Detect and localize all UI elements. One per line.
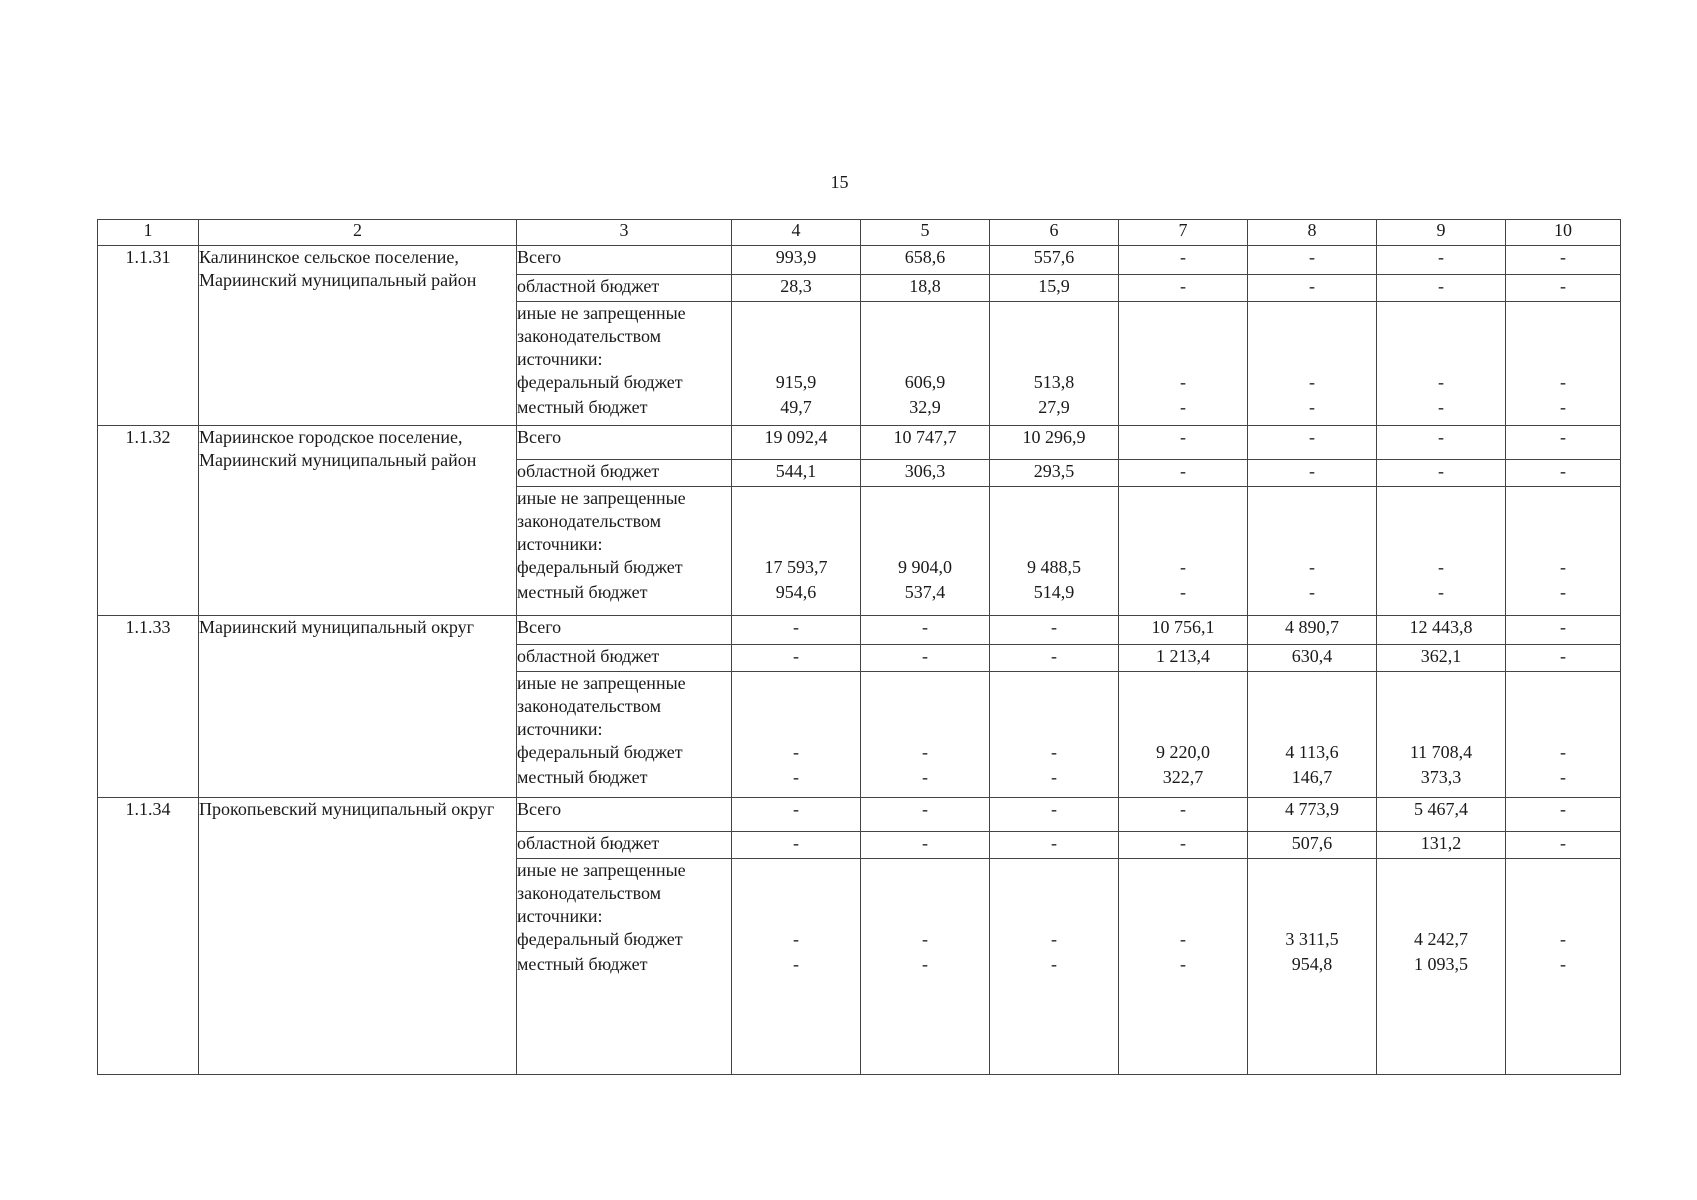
value-cell: - xyxy=(1506,426,1621,460)
value-spacer xyxy=(732,672,860,741)
value-cell: 630,4 xyxy=(1248,645,1377,672)
value-cell: - xyxy=(861,616,990,645)
local-value: - xyxy=(793,767,799,787)
local-value: 27,9 xyxy=(1038,397,1070,417)
federal-value: 513,8 xyxy=(1033,372,1075,392)
value-stack xyxy=(990,487,1119,616)
value-spacer xyxy=(1119,302,1247,371)
value-stack xyxy=(990,672,1119,798)
other-sources-line: иные не запрещенные xyxy=(517,303,686,323)
table-body xyxy=(98,220,1621,1075)
federal-value: - xyxy=(1180,372,1186,392)
other-sources-line: иные не запрещенные xyxy=(517,673,686,693)
value-stack xyxy=(732,487,861,616)
value-spacer xyxy=(732,859,860,928)
other-sources-line: законодательством xyxy=(517,883,662,903)
value-cell: 18,8 xyxy=(861,275,990,302)
value-spacer xyxy=(1377,672,1505,741)
local-value: - xyxy=(1560,582,1566,602)
local-value: - xyxy=(922,767,928,787)
value-cell: - xyxy=(1377,426,1506,460)
value-cell: - xyxy=(1377,460,1506,487)
local-value: - xyxy=(1438,397,1444,417)
value-spacer xyxy=(861,672,989,741)
value-stack xyxy=(1248,302,1377,426)
value-cell: - xyxy=(1506,246,1621,275)
other-sources-line: законодательством xyxy=(517,326,662,346)
value-cell: - xyxy=(861,832,990,859)
local-value: 49,7 xyxy=(780,397,812,417)
row-code: 1.1.32 xyxy=(98,426,199,616)
row-name: Мариинский муниципальный округ xyxy=(199,616,517,798)
federal-label: федеральный бюджет xyxy=(517,929,683,949)
row-name: Калининское сельское поселение, Мариинский муниципальный район xyxy=(199,246,517,426)
federal-value: - xyxy=(1051,742,1057,762)
value-cell: 293,5 xyxy=(990,460,1119,487)
local-value: - xyxy=(1051,954,1057,974)
header-cell: 7 xyxy=(1119,220,1248,246)
local-value: 514,9 xyxy=(1033,582,1075,602)
other-sources-label xyxy=(517,672,732,798)
value-stack xyxy=(1119,859,1248,1075)
local-value: 322,7 xyxy=(1162,767,1204,787)
federal-value: - xyxy=(1560,372,1566,392)
value-spacer xyxy=(1248,859,1376,928)
value-cell: - xyxy=(732,832,861,859)
value-stack xyxy=(861,487,990,616)
regional-label: областной бюджет xyxy=(517,645,732,672)
value-stack xyxy=(732,859,861,1075)
value-cell: - xyxy=(1506,798,1621,832)
federal-value: 3 311,5 xyxy=(1285,929,1339,949)
value-cell: 306,3 xyxy=(861,460,990,487)
federal-value: - xyxy=(1180,929,1186,949)
header-cell: 4 xyxy=(732,220,861,246)
other-sources-label xyxy=(517,302,732,426)
header-cell: 3 xyxy=(517,220,732,246)
other-sources-line: источники: xyxy=(517,349,603,369)
total-label: Всего xyxy=(517,426,732,460)
value-spacer xyxy=(1119,859,1247,928)
federal-value: - xyxy=(1438,557,1444,577)
value-spacer xyxy=(1377,302,1505,371)
federal-value: - xyxy=(1051,929,1057,949)
local-value: 954,8 xyxy=(1291,954,1333,974)
value-cell: - xyxy=(990,832,1119,859)
federal-value: 17 593,7 xyxy=(764,557,828,577)
section-total-row xyxy=(98,426,1621,460)
other-sources-label xyxy=(517,859,732,1075)
value-spacer xyxy=(1248,302,1376,371)
value-stack xyxy=(990,302,1119,426)
federal-label: федеральный бюджет xyxy=(517,372,683,392)
local-value: - xyxy=(922,954,928,974)
value-cell: - xyxy=(732,645,861,672)
value-stack xyxy=(1119,672,1248,798)
local-value: - xyxy=(1180,582,1186,602)
federal-value: 606,9 xyxy=(904,372,946,392)
other-sources-line: законодательством xyxy=(517,511,662,531)
page-number: 15 xyxy=(830,172,849,192)
total-label: Всего xyxy=(517,798,732,832)
value-cell: 12 443,8 xyxy=(1377,616,1506,645)
value-cell: 1 213,4 xyxy=(1119,645,1248,672)
value-cell: - xyxy=(1119,275,1248,302)
value-stack xyxy=(732,672,861,798)
value-cell: - xyxy=(1248,275,1377,302)
total-label: Всего xyxy=(517,246,732,275)
value-cell: - xyxy=(1506,616,1621,645)
federal-label: федеральный бюджет xyxy=(517,557,683,577)
value-cell: - xyxy=(1248,426,1377,460)
value-cell: 19 092,4 xyxy=(732,426,861,460)
local-value: - xyxy=(1180,954,1186,974)
local-value: - xyxy=(1560,767,1566,787)
value-spacer xyxy=(1506,859,1620,928)
value-stack xyxy=(861,672,990,798)
federal-value: - xyxy=(1309,557,1315,577)
federal-value: - xyxy=(1309,372,1315,392)
regional-label: областной бюджет xyxy=(517,460,732,487)
federal-value: 915,9 xyxy=(775,372,817,392)
value-stack xyxy=(1119,302,1248,426)
value-spacer xyxy=(1377,859,1505,928)
value-cell: - xyxy=(732,616,861,645)
value-cell: - xyxy=(1248,246,1377,275)
federal-value: 11 708,4 xyxy=(1409,742,1473,762)
federal-value: - xyxy=(793,742,799,762)
row-code: 1.1.31 xyxy=(98,246,199,426)
value-spacer xyxy=(990,672,1118,741)
regional-label: областной бюджет xyxy=(517,832,732,859)
header-cell: 1 xyxy=(98,220,199,246)
header-cell: 8 xyxy=(1248,220,1377,246)
value-spacer xyxy=(990,859,1118,928)
value-cell: 10 296,9 xyxy=(990,426,1119,460)
value-spacer xyxy=(861,487,989,556)
value-spacer xyxy=(1506,302,1620,371)
value-cell: 5 467,4 xyxy=(1377,798,1506,832)
section-total-row xyxy=(98,616,1621,645)
header-cell: 5 xyxy=(861,220,990,246)
federal-value: 4 242,7 xyxy=(1414,929,1468,949)
value-stack xyxy=(990,859,1119,1075)
local-value: - xyxy=(1309,582,1315,602)
value-cell: - xyxy=(1377,246,1506,275)
value-cell: 10 756,1 xyxy=(1119,616,1248,645)
regional-label: областной бюджет xyxy=(517,275,732,302)
local-value: 1 093,5 xyxy=(1414,954,1468,974)
value-cell: 544,1 xyxy=(732,460,861,487)
header-cell: 9 xyxy=(1377,220,1506,246)
value-cell: 507,6 xyxy=(1248,832,1377,859)
local-value: 537,4 xyxy=(904,582,946,602)
value-cell: 4 773,9 xyxy=(1248,798,1377,832)
value-cell: 131,2 xyxy=(1377,832,1506,859)
value-cell: - xyxy=(1119,426,1248,460)
value-cell: - xyxy=(1119,460,1248,487)
value-spacer xyxy=(1506,487,1620,556)
other-sources-label xyxy=(517,487,732,616)
section-total-row xyxy=(98,798,1621,832)
value-spacer xyxy=(1248,487,1376,556)
value-cell: - xyxy=(1506,832,1621,859)
value-stack xyxy=(1119,487,1248,616)
value-cell: 4 890,7 xyxy=(1248,616,1377,645)
value-stack xyxy=(1506,302,1621,426)
local-value: - xyxy=(1051,767,1057,787)
value-stack xyxy=(1506,859,1621,1075)
federal-value: - xyxy=(793,929,799,949)
value-stack xyxy=(1377,859,1506,1075)
value-cell: - xyxy=(1377,275,1506,302)
value-stack xyxy=(1506,672,1621,798)
value-cell: - xyxy=(1119,246,1248,275)
local-label: местный бюджет xyxy=(517,767,648,787)
local-value: - xyxy=(1309,397,1315,417)
federal-value: - xyxy=(922,742,928,762)
value-cell: 15,9 xyxy=(990,275,1119,302)
local-value: - xyxy=(1560,397,1566,417)
value-cell: - xyxy=(861,645,990,672)
value-spacer xyxy=(861,859,989,928)
section-total-row xyxy=(98,246,1621,275)
value-stack xyxy=(1377,302,1506,426)
row-name: Мариинское городское поселение, Мариинский муниципальный район xyxy=(199,426,517,616)
value-spacer xyxy=(1119,487,1247,556)
other-sources-line: источники: xyxy=(517,906,603,926)
value-spacer xyxy=(732,302,860,371)
header-cell: 10 xyxy=(1506,220,1621,246)
value-cell: 362,1 xyxy=(1377,645,1506,672)
row-name: Прокопьевский муниципальный округ xyxy=(199,798,517,1075)
row-code: 1.1.33 xyxy=(98,616,199,798)
federal-value: - xyxy=(1560,742,1566,762)
value-spacer xyxy=(1119,672,1247,741)
federal-value: - xyxy=(922,929,928,949)
value-cell: 993,9 xyxy=(732,246,861,275)
value-cell: - xyxy=(1506,645,1621,672)
other-sources-line: законодательством xyxy=(517,696,662,716)
federal-value: - xyxy=(1560,929,1566,949)
total-label: Всего xyxy=(517,616,732,645)
value-cell: 28,3 xyxy=(732,275,861,302)
local-value: - xyxy=(1560,954,1566,974)
value-spacer xyxy=(1506,672,1620,741)
other-sources-line: источники: xyxy=(517,534,603,554)
value-stack xyxy=(1377,672,1506,798)
local-label: местный бюджет xyxy=(517,582,648,602)
value-cell: 10 747,7 xyxy=(861,426,990,460)
local-label: местный бюджет xyxy=(517,954,648,974)
value-cell: - xyxy=(1119,798,1248,832)
federal-value: - xyxy=(1438,372,1444,392)
budget-table xyxy=(97,219,1621,1075)
local-value: 32,9 xyxy=(909,397,941,417)
local-value: - xyxy=(793,954,799,974)
header-cell: 2 xyxy=(199,220,517,246)
other-sources-line: иные не запрещенные xyxy=(517,488,686,508)
value-cell: - xyxy=(990,798,1119,832)
value-cell: - xyxy=(861,798,990,832)
federal-value: 9 488,5 xyxy=(1027,557,1081,577)
row-code: 1.1.34 xyxy=(98,798,199,1075)
local-value: 954,6 xyxy=(775,582,817,602)
value-cell: - xyxy=(990,616,1119,645)
value-cell: - xyxy=(732,798,861,832)
value-spacer xyxy=(732,487,860,556)
local-value: - xyxy=(1438,582,1444,602)
other-sources-line: иные не запрещенные xyxy=(517,860,686,880)
value-stack xyxy=(1248,859,1377,1075)
value-spacer xyxy=(990,487,1118,556)
header-row xyxy=(98,220,1621,246)
federal-value: 9 220,0 xyxy=(1156,742,1210,762)
value-cell: - xyxy=(1248,460,1377,487)
local-value: 146,7 xyxy=(1291,767,1333,787)
federal-value: - xyxy=(1180,557,1186,577)
value-stack xyxy=(861,302,990,426)
other-sources-line: источники: xyxy=(517,719,603,739)
federal-label: федеральный бюджет xyxy=(517,742,683,762)
local-value: 373,3 xyxy=(1420,767,1462,787)
value-stack xyxy=(1377,487,1506,616)
local-label: местный бюджет xyxy=(517,397,648,417)
value-stack xyxy=(1248,672,1377,798)
value-spacer xyxy=(861,302,989,371)
federal-value: 4 113,6 xyxy=(1285,742,1339,762)
value-stack xyxy=(1506,487,1621,616)
value-stack xyxy=(1248,487,1377,616)
value-cell: 658,6 xyxy=(861,246,990,275)
value-spacer xyxy=(1248,672,1376,741)
value-cell: - xyxy=(1119,832,1248,859)
federal-value: - xyxy=(1560,557,1566,577)
value-cell: - xyxy=(1506,460,1621,487)
header-cell: 6 xyxy=(990,220,1119,246)
local-value: - xyxy=(1180,397,1186,417)
federal-value: 9 904,0 xyxy=(898,557,952,577)
value-cell: - xyxy=(990,645,1119,672)
value-cell: - xyxy=(1506,275,1621,302)
value-stack xyxy=(861,859,990,1075)
value-spacer xyxy=(990,302,1118,371)
value-spacer xyxy=(1377,487,1505,556)
value-stack xyxy=(732,302,861,426)
value-cell: 557,6 xyxy=(990,246,1119,275)
